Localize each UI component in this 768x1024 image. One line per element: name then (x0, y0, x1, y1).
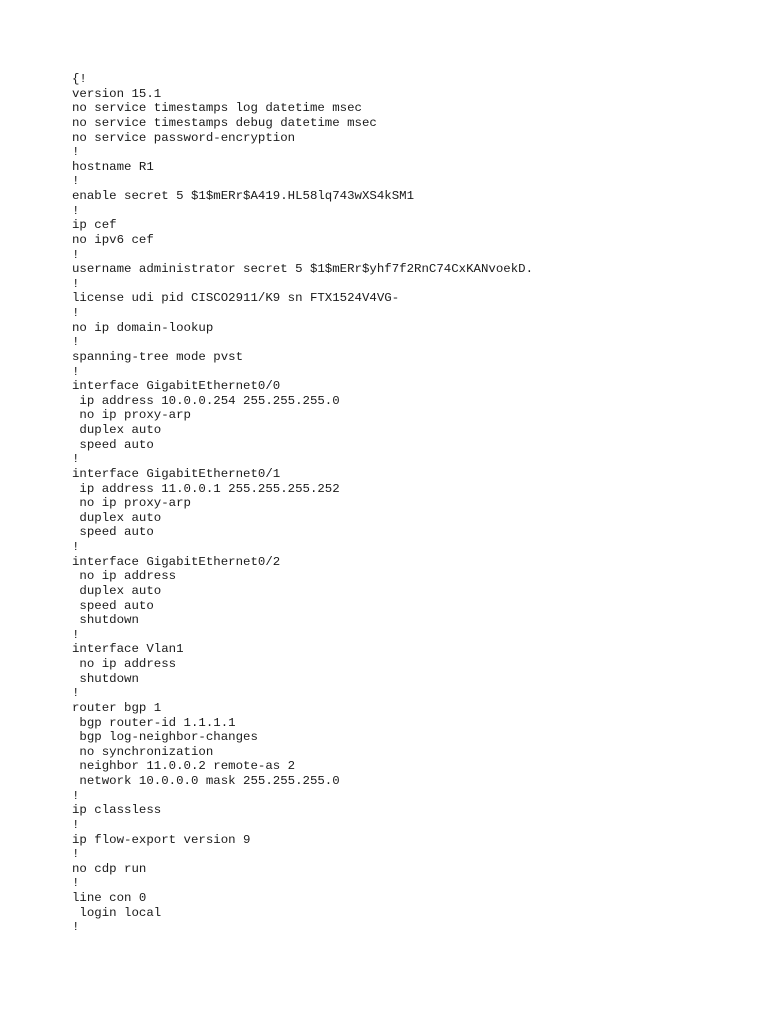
config-line: no ip domain-lookup (72, 320, 214, 335)
config-line: ip address 10.0.0.254 255.255.255.0 (72, 393, 340, 408)
config-line: interface GigabitEthernet0/0 (72, 379, 281, 394)
config-line: ! (72, 452, 80, 467)
config-line: router bgp 1 (72, 700, 162, 715)
config-line: ip classless (72, 803, 162, 818)
config-line: ! (72, 364, 80, 379)
config-line: ! (72, 145, 80, 160)
config-line: license udi pid CISCO2911/K9 sn FTX1524V4VG- (72, 291, 400, 306)
config-line: ! (72, 920, 80, 935)
config-line: ! (72, 540, 80, 554)
config-line: no service timestamps debug datetime msec (72, 115, 377, 130)
config-line: duplex auto (72, 423, 162, 437)
config-line: ! (72, 174, 80, 189)
config-line: ! (72, 686, 80, 701)
config-line: line con 0 (72, 891, 147, 905)
config-line: shutdown (72, 613, 139, 628)
config-line: ip cef (72, 218, 117, 233)
config-line: no ipv6 cef (72, 232, 154, 247)
config-line: no ip proxy-arp (72, 496, 191, 511)
config-line: duplex auto (72, 510, 162, 525)
config-line: interface GigabitEthernet0/2 (72, 554, 281, 569)
config-listing (72, 72, 533, 935)
config-line: no ip proxy-arp (72, 408, 191, 423)
config-line: no service timestamps log datetime msec (72, 101, 362, 116)
config-line: interface Vlan1 (72, 642, 184, 657)
config-line: ! (72, 788, 80, 803)
config-line: ip flow-export version 9 (72, 832, 251, 847)
config-line: login local (72, 905, 162, 920)
config-line: ! (72, 817, 80, 832)
config-line: speed auto (72, 598, 154, 613)
config-line: spanning-tree mode pvst (72, 349, 244, 364)
config-line: ! (72, 247, 80, 262)
config-line: hostname R1 (72, 159, 154, 174)
config-line: interface GigabitEthernet0/1 (72, 466, 281, 481)
config-line: no service password-encryption (72, 130, 296, 145)
config-line: {! (72, 72, 87, 86)
config-line: speed auto (72, 437, 154, 452)
config-line: ! (72, 276, 80, 291)
config-line: ! (72, 627, 80, 642)
config-line: no ip address (72, 569, 177, 584)
config-line: no ip address (72, 657, 177, 671)
config-line: no cdp run (72, 861, 147, 876)
config-line: no synchronization (72, 744, 214, 759)
config-line: ! (72, 876, 80, 891)
config-line: enable secret 5 $1$mERr$A419.HL58lq743wXS4kSM1 (72, 189, 415, 203)
config-line: ! (72, 847, 80, 862)
config-line: speed auto (72, 525, 154, 540)
config-line: shutdown (72, 671, 139, 686)
config-line: ! (72, 306, 80, 320)
config-line: network 10.0.0.0 mask 255.255.255.0 (72, 774, 340, 788)
config-line: bgp router-id 1.1.1.1 (72, 715, 236, 730)
config-line: ! (72, 335, 80, 350)
config-line: neighbor 11.0.0.2 remote-as 2 (72, 759, 296, 774)
config-line: ! (72, 203, 80, 218)
config-line: ip address 11.0.0.1 255.255.255.252 (72, 481, 340, 496)
config-line: username administrator secret 5 $1$mERr$yhf7f2RnC74CxKANvoekD. (72, 262, 534, 277)
config-line: version 15.1 (72, 86, 162, 101)
config-line: bgp log-neighbor-changes (72, 730, 258, 745)
config-line: duplex auto (72, 583, 162, 598)
